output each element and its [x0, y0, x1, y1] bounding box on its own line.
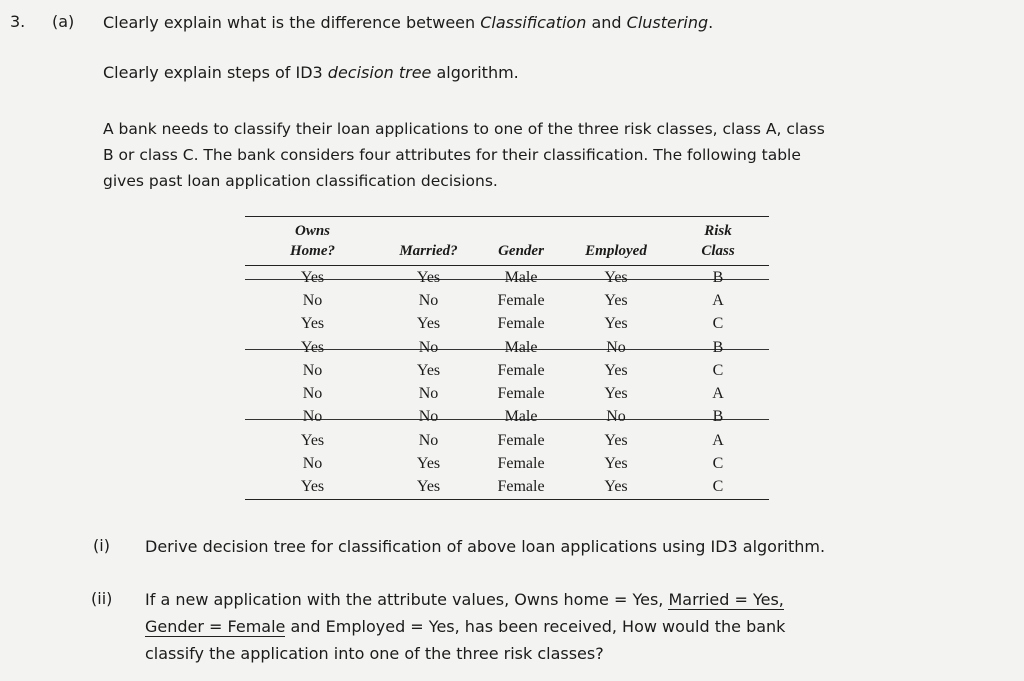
ii-line1-text: If a new application with the attribute values, Owns home = Yes, [145, 590, 669, 609]
question-line-2 [103, 63, 519, 82]
term-decision-tree: decision tree [327, 63, 432, 82]
subquestion-i-label: (i) [93, 536, 110, 555]
table-row: No Yes Female Yes C [302, 455, 724, 473]
header-gender: Gender [477, 217, 565, 266]
loan-classification-table [245, 216, 769, 500]
paragraph-line-1: A bank needs to classify their loan applications to one of the three risk classes, class A, class [103, 120, 825, 138]
subquestion-ii-line-1 [145, 590, 784, 609]
table-header-row [245, 217, 769, 266]
ii-married-underlined: Married = Yes, [668, 590, 784, 609]
table-row: Yes Yes Female Yes C [300, 315, 724, 333]
paragraph-line-2: B or class C. The bank considers four attributes for their classification. The following table [103, 146, 801, 164]
header-married: Married? [380, 217, 477, 266]
subquestion-ii-line-2 [145, 617, 785, 636]
subquestion-ii-label: (ii) [91, 589, 113, 608]
question-line-1 [103, 13, 713, 32]
table-row: Yes No Male No B [245, 336, 769, 359]
header-employed: Employed [565, 217, 667, 266]
line2-suffix: algorithm. [431, 63, 519, 82]
table-row: Yes No Female Yes A [300, 431, 724, 449]
question-part: (a) [52, 12, 75, 31]
table-row: No No Female Yes A [302, 291, 724, 309]
line1-prefix: Clearly explain what is the difference between [103, 13, 481, 32]
line1-mid: and [586, 13, 627, 32]
table-row: Yes Yes Female Yes C [245, 476, 769, 500]
table-row: No No Male No B [245, 406, 769, 429]
term-classification: Classification [480, 13, 587, 32]
header-owns-home: Owns Home? [245, 217, 380, 266]
line1-suffix: . [708, 13, 714, 32]
table-row: No Yes Female Yes C [302, 361, 724, 379]
subquestion-ii-line-3: classify the application into one of the three risk classes? [145, 644, 604, 663]
ii-gender-underlined: Gender = Female [145, 617, 286, 636]
paragraph-line-3: gives past loan application classification decisions. [103, 172, 498, 190]
question-number: 3. [10, 12, 26, 31]
term-clustering: Clustering [626, 13, 709, 32]
header-risk-class: Risk Class [667, 217, 769, 266]
subquestion-i-text: Derive decision tree for classification of above loan applications using ID3 algorithm. [145, 537, 826, 556]
ii-line2-text: and Employed = Yes, has been received, How would the bank [285, 617, 786, 636]
table-row: No No Female Yes A [302, 385, 724, 403]
problem-paragraph [103, 116, 825, 194]
line2-prefix: Clearly explain steps of ID3 [103, 63, 328, 82]
table-row: Yes Yes Male Yes B [245, 266, 769, 290]
